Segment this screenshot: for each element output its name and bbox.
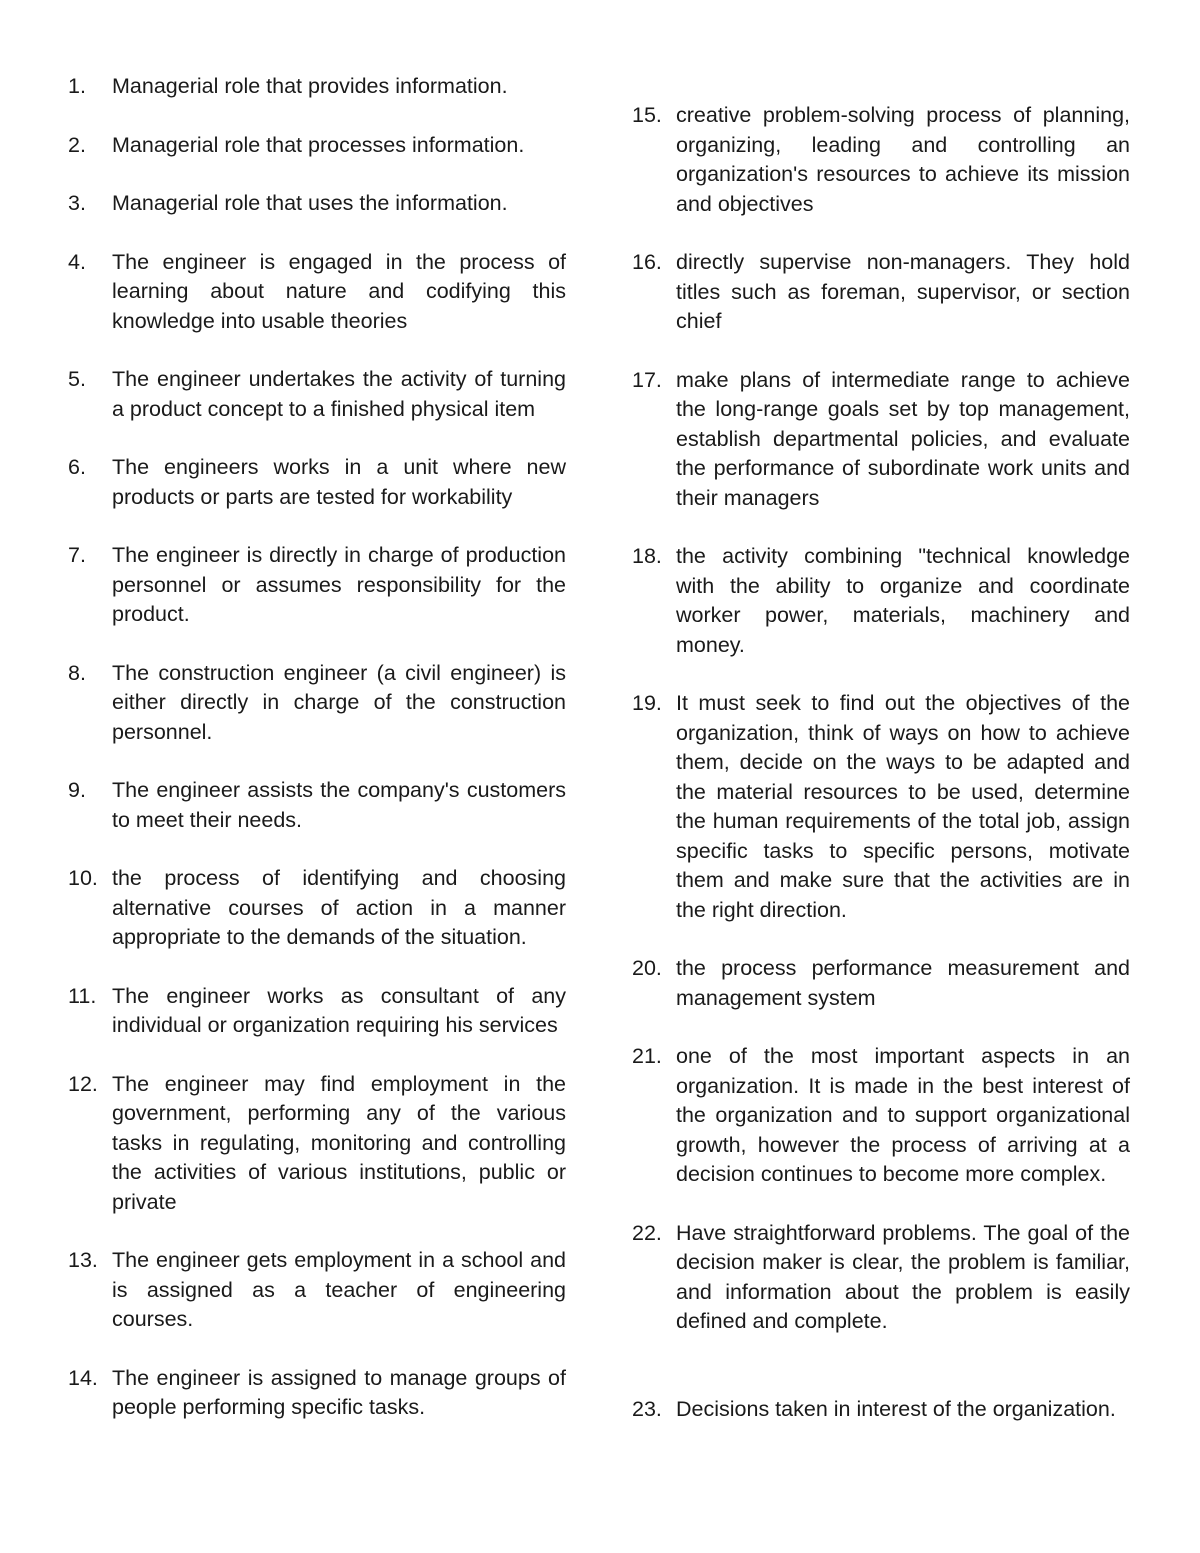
- list-item: [632, 1219, 1130, 1337]
- item-number: 11.: [68, 983, 97, 1008]
- item-number: 22.: [632, 1220, 662, 1245]
- item-number: 18.: [632, 544, 662, 568]
- list-item: [632, 248, 1130, 337]
- item-text: The engineer may find employment in the government, performing any of the various tasks in regulating, monitoring and controlling the activities of various institutions, public or private: [112, 1071, 566, 1214]
- item-number: 19.: [632, 691, 662, 715]
- item-number: 2.: [68, 132, 86, 157]
- left-column: [68, 72, 566, 1423]
- item-text: creative problem-solving process of planning, organizing, leading and controlling an organization's resources to achieve its mission and objectives: [676, 103, 1130, 216]
- item-text: make plans of intermediate range to achieve the long-range goals set by top management, establish departmental policies, and evaluate the performance of subordinate work units and their managers: [676, 367, 1130, 510]
- item-number: 4.: [68, 249, 86, 274]
- list-item: [68, 453, 566, 512]
- list-item: [68, 776, 566, 835]
- list-item: [632, 954, 1130, 1013]
- item-text: the process performance measurement and management system: [676, 956, 1130, 1010]
- item-text: Have straightforward problems. The goal of the decision maker is clear, the problem is familiar, and information about the problem is easily defined and complete.: [676, 1220, 1130, 1333]
- item-number: 6.: [68, 455, 86, 479]
- item-number: 14.: [68, 1365, 98, 1390]
- list-item: [632, 1395, 1130, 1425]
- item-number: 21.: [632, 1044, 662, 1068]
- list-item: [632, 542, 1130, 660]
- list-item: [68, 1070, 566, 1218]
- item-text: It must seek to find out the objectives of the organization, think of ways on how to achieve them, decide on the ways to be adapted and the material resources to be used, determine the human requirements of the total job, assign specific tasks to specific persons, motivate them and make sure that the activities are in the right direction.: [676, 691, 1130, 922]
- item-text: the process of identifying and choosing alternative courses of action in a manner appropriate to the demands of the situation.: [112, 866, 566, 949]
- item-text: The engineer gets employment in a school and is assigned as a teacher of engineering courses.: [112, 1248, 566, 1331]
- item-text: Decisions taken in interest of the organization.: [676, 1396, 1116, 1421]
- item-text: Managerial role that uses the information.: [112, 191, 508, 215]
- item-number: 20.: [632, 956, 662, 980]
- list-item: [68, 248, 566, 337]
- list-item: [68, 541, 566, 630]
- list-item: [68, 131, 566, 161]
- item-number: 5.: [68, 367, 86, 391]
- item-number: 16.: [632, 250, 662, 274]
- list-item: [68, 1364, 566, 1423]
- list-item: [632, 101, 1130, 219]
- item-number: 17.: [632, 367, 662, 392]
- item-number: 12.: [68, 1071, 98, 1096]
- item-text: The construction engineer (a civil engineer) is either directly in charge of the construction personnel.: [112, 660, 566, 744]
- list-item: [68, 189, 566, 219]
- list-item: [68, 72, 566, 102]
- item-number: 8.: [68, 660, 86, 685]
- list-item: [632, 689, 1130, 925]
- item-number: 13.: [68, 1248, 98, 1272]
- item-text: The engineer is directly in charge of production personnel or assumes responsibility for the product.: [112, 543, 566, 626]
- item-number: 23.: [632, 1396, 662, 1421]
- item-number: 10.: [68, 866, 98, 890]
- item-text: The engineers works in a unit where new products or parts are tested for workability: [112, 455, 566, 509]
- item-text: The engineer works as consultant of any individual or organization requiring his services: [112, 983, 566, 1037]
- list-item: [632, 366, 1130, 514]
- right-column: [632, 101, 1130, 1424]
- list-item: [68, 365, 566, 424]
- item-number: 9.: [68, 778, 86, 802]
- list-item: [68, 659, 566, 748]
- item-number: 7.: [68, 543, 86, 567]
- item-text: one of the most important aspects in an organization. It is made in the best interest of the organization and to support organizational growth, however the process of arriving at a decision continues to become more complex.: [676, 1044, 1130, 1186]
- list-item: [68, 982, 566, 1041]
- item-text: directly supervise non-managers. They hold titles such as foreman, supervisor, or section chief: [676, 250, 1130, 333]
- item-number: 1.: [68, 74, 86, 98]
- item-text: the activity combining "technical knowledge with the ability to organize and coordinate worker power, materials, machinery and money.: [676, 544, 1130, 657]
- item-text: The engineer undertakes the activity of turning a product concept to a finished physical item: [112, 367, 566, 421]
- item-number: 3.: [68, 191, 86, 215]
- list-item: [68, 1246, 566, 1335]
- item-text: The engineer assists the company's customers to meet their needs.: [112, 778, 566, 832]
- item-number: 15.: [632, 103, 662, 127]
- item-text: The engineer is engaged in the process of learning about nature and codifying this knowledge into usable theories: [112, 249, 566, 333]
- item-text: The engineer is assigned to manage groups of people performing specific tasks.: [112, 1365, 566, 1419]
- item-text: Managerial role that provides information.: [112, 74, 508, 98]
- list-item: [632, 1042, 1130, 1190]
- list-item: [68, 864, 566, 953]
- item-text: Managerial role that processes information.: [112, 132, 525, 157]
